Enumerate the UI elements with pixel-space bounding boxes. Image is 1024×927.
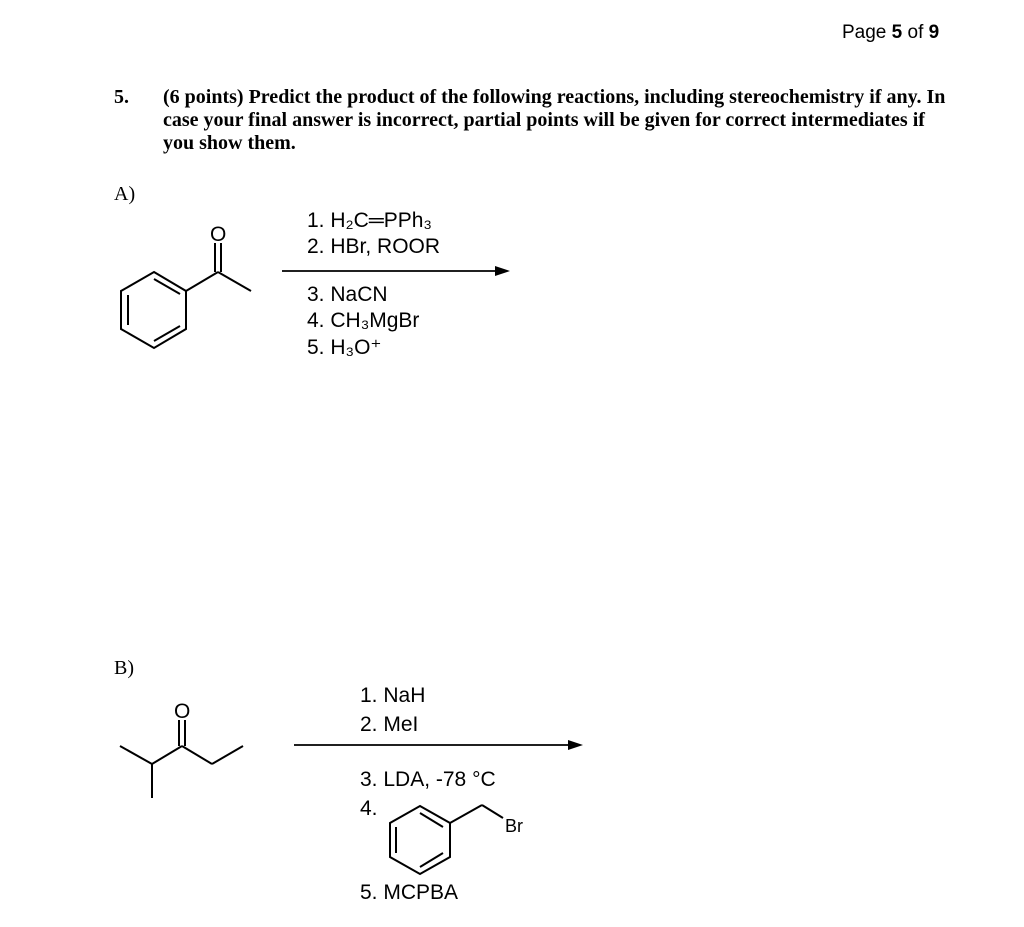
- question-body: Predict the product of the following reactions, including stereochemistry if any. In case your final answer is incorrect, partial points will be given for correct intermediates if you show them.: [163, 86, 946, 154]
- part-b-step-1: [360, 684, 425, 708]
- page-total: 9: [928, 22, 940, 43]
- part-b-step-3: [360, 768, 496, 792]
- question-number: 5.: [114, 86, 129, 108]
- page-of: of: [907, 22, 924, 43]
- question-points: (6 points): [163, 86, 244, 108]
- step-number: 4.: [360, 797, 378, 820]
- part-b-step-5: [360, 881, 458, 905]
- part-b-substrate-structure: [120, 720, 243, 798]
- step-number: 5.: [360, 881, 378, 904]
- page-word: Page: [842, 22, 887, 43]
- step-reagent: H₂C═PPh₃: [330, 209, 432, 232]
- step-reagent: MeI: [383, 713, 419, 736]
- step-reagent: CH₃MgBr: [330, 309, 420, 332]
- step-reagent: MCPBA: [383, 881, 459, 904]
- part-a-substrate-structure: [121, 243, 251, 348]
- part-b-reaction-arrow: [294, 740, 583, 750]
- step-reagent: NaCN: [330, 283, 388, 306]
- part-a-step-3: [307, 283, 388, 307]
- part-b-step-2: [360, 713, 418, 737]
- step-number: 4.: [307, 309, 325, 332]
- part-a-oxygen-atom: O: [210, 223, 227, 246]
- benzene-ring: [121, 272, 186, 348]
- part-b-label: B): [114, 657, 134, 679]
- step-reagent: NaH: [383, 684, 426, 707]
- step-number: 5.: [307, 336, 325, 359]
- page-current: 5: [891, 22, 903, 43]
- step-number: 1.: [307, 209, 325, 232]
- part-a-step-1: [307, 209, 432, 233]
- part-a-step-5: [307, 336, 382, 360]
- step-number: 2.: [307, 235, 325, 258]
- step-reagent: HBr, ROOR: [330, 235, 441, 258]
- part-a-step-2: [307, 235, 440, 259]
- step-number: 1.: [360, 684, 378, 707]
- step-reagent: LDA, -78 °C: [383, 768, 496, 791]
- part-a-label: A): [114, 183, 136, 205]
- benzyl-bromide-structure: [390, 805, 503, 874]
- step-number: 2.: [360, 713, 378, 736]
- part-b-step-4: [360, 797, 378, 821]
- part-a-step-4: [307, 309, 419, 333]
- step-number: 3.: [307, 283, 325, 306]
- bromine-atom: Br: [505, 816, 523, 836]
- step-number: 3.: [360, 768, 378, 791]
- step-reagent: H₃O⁺: [330, 336, 382, 359]
- part-a-reaction-arrow: [282, 266, 510, 276]
- part-b-oxygen-atom: O: [174, 700, 191, 723]
- benzene-ring: [390, 806, 450, 874]
